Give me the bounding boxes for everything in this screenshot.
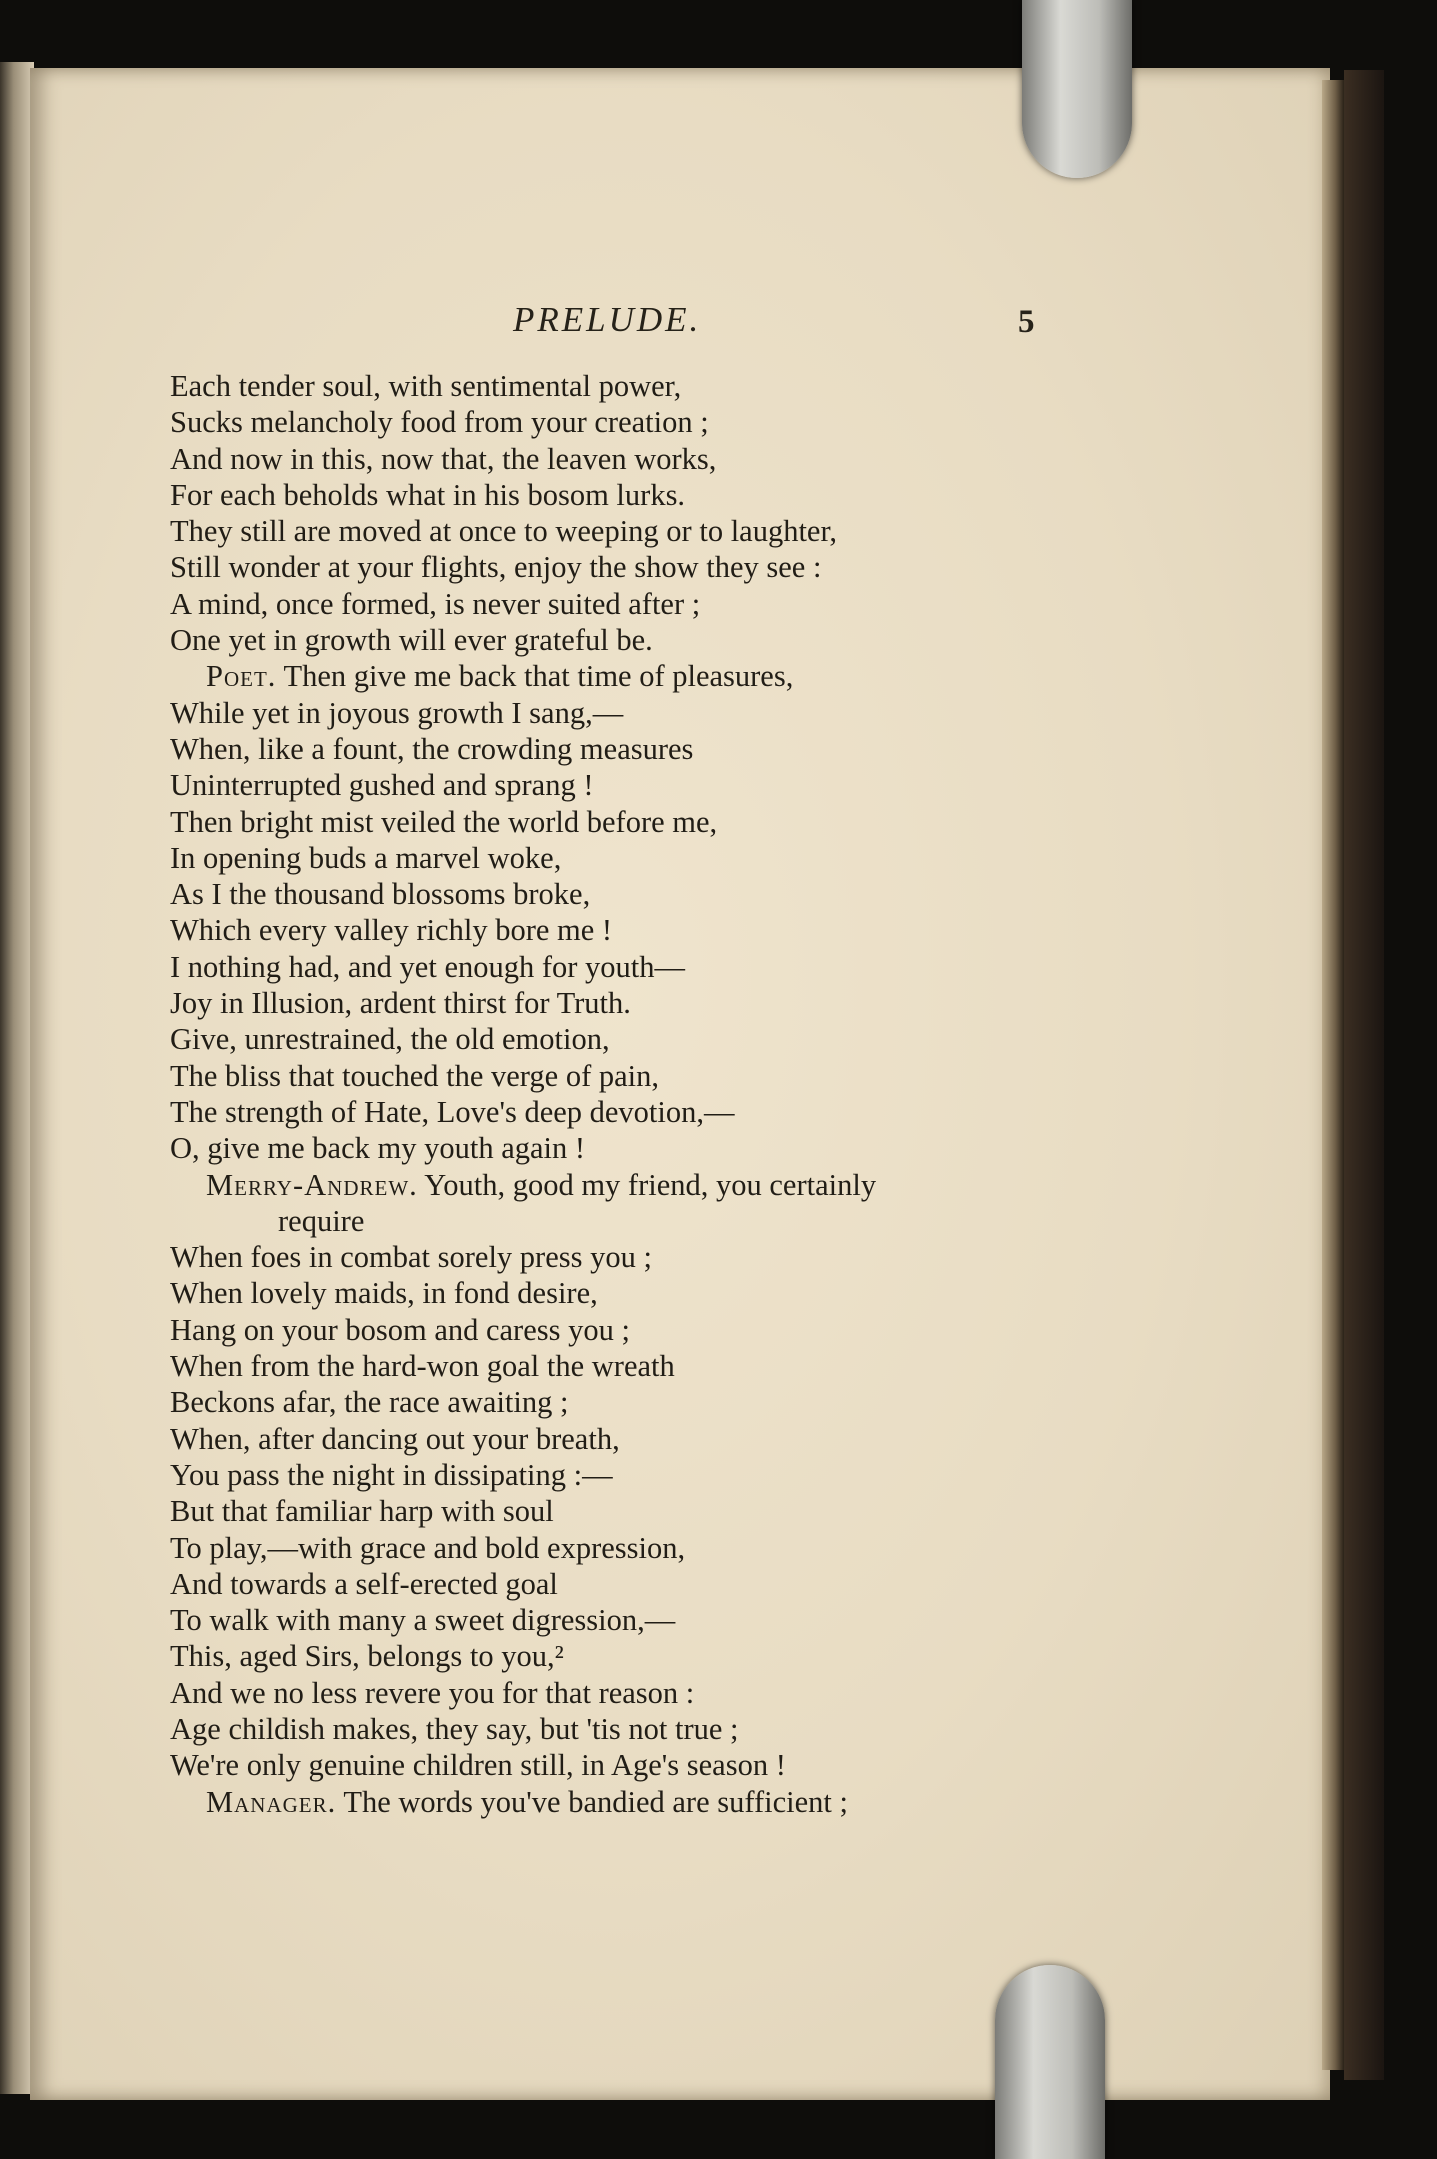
text-line — [170, 1239, 1170, 1275]
text-line — [170, 1312, 1170, 1348]
text-line — [170, 441, 1170, 477]
page-clip-bottom — [995, 1965, 1105, 2159]
text-line — [170, 1348, 1170, 1384]
speaker-name: Manager. — [206, 1784, 337, 1819]
text-line — [170, 404, 1170, 440]
line-text: And towards a self-erected goal — [170, 1566, 558, 1601]
line-text: I nothing had, and yet enough for youth— — [170, 949, 686, 984]
text-line — [170, 876, 1170, 912]
line-text: And we no less revere you for that reason : — [170, 1675, 695, 1710]
line-text: require — [278, 1203, 365, 1238]
line-text: When, like a fount, the crowding measures — [170, 731, 694, 766]
text-line — [170, 1421, 1170, 1457]
text-line — [170, 1021, 1170, 1057]
text-line — [170, 1566, 1170, 1602]
page-header — [0, 300, 1437, 348]
text-line — [170, 1638, 1170, 1674]
line-text: We're only genuine children still, in Age's season ! — [170, 1748, 786, 1783]
line-text: They still are moved at once to weeping or to laughter, — [170, 514, 838, 549]
line-text: Then bright mist veiled the world before me, — [170, 804, 718, 839]
line-text: In opening buds a marvel woke, — [170, 840, 562, 875]
line-text: As I the thousand blossoms broke, — [170, 877, 591, 912]
text-line — [170, 804, 1170, 840]
line-text: Which every valley richly bore me ! — [170, 913, 613, 948]
speaker-name: Poet. — [206, 659, 277, 694]
text-line — [170, 586, 1170, 622]
line-text: When foes in combat sorely press you ; — [170, 1240, 652, 1275]
line-text: Still wonder at your flights, enjoy the show they see : — [170, 550, 822, 585]
text-line — [170, 549, 1170, 585]
text-line — [170, 1058, 1170, 1094]
line-text: While yet in joyous growth I sang,— — [170, 695, 624, 730]
page-clip-top — [1022, 0, 1132, 178]
page-block-edge — [1322, 80, 1344, 2070]
line-text: For each beholds what in his bosom lurks. — [170, 477, 686, 512]
poem-text — [170, 368, 1170, 1820]
text-line — [170, 1275, 1170, 1311]
line-text: To play,—with grace and bold expression, — [170, 1530, 686, 1565]
text-line — [170, 1167, 1170, 1203]
line-text: The words you've bandied are sufficient ; — [336, 1784, 848, 1819]
text-line — [170, 513, 1170, 549]
line-text: And now in this, now that, the leaven works, — [170, 441, 717, 476]
text-line — [170, 840, 1170, 876]
book-binding — [1344, 70, 1384, 2080]
line-text: Each tender soul, with sentimental power, — [170, 369, 682, 403]
text-line — [170, 1130, 1170, 1166]
text-line — [170, 1384, 1170, 1420]
line-text: The bliss that touched the verge of pain, — [170, 1058, 659, 1093]
line-text: When lovely maids, in fond desire, — [170, 1276, 598, 1311]
page-number: 5 — [1018, 304, 1035, 340]
line-text: Youth, good my friend, you certainly — [417, 1167, 877, 1202]
line-text: When from the hard-won goal the wreath — [170, 1349, 675, 1384]
text-line — [170, 912, 1170, 948]
text-line — [170, 767, 1170, 803]
line-text: One yet in growth will ever grateful be. — [170, 623, 653, 658]
line-text: Beckons afar, the race awaiting ; — [170, 1385, 569, 1420]
line-text: A mind, once formed, is never suited after ; — [170, 586, 701, 621]
line-text: To walk with many a sweet digression,— — [170, 1603, 676, 1638]
text-line — [170, 1675, 1170, 1711]
text-line — [170, 1530, 1170, 1566]
text-line — [170, 695, 1170, 731]
text-line — [170, 1457, 1170, 1493]
line-text: But that familiar harp with soul — [170, 1494, 554, 1529]
line-text: Sucks melancholy food from your creation ; — [170, 405, 709, 440]
line-text: O, give me back my youth again ! — [170, 1131, 586, 1166]
line-text: This, aged Sirs, belongs to you,² — [170, 1639, 564, 1674]
line-text: Hang on your bosom and caress you ; — [170, 1312, 630, 1347]
text-line — [170, 368, 1170, 404]
text-line — [170, 1711, 1170, 1747]
text-line — [170, 1602, 1170, 1638]
text-line — [170, 1203, 1170, 1239]
line-text: Age childish makes, they say, but 'tis not true ; — [170, 1711, 739, 1746]
running-head: PRELUDE. — [513, 300, 702, 339]
line-text: Uninterrupted gushed and sprang ! — [170, 768, 594, 803]
line-text: When, after dancing out your breath, — [170, 1421, 620, 1456]
line-text: Give, unrestrained, the old emotion, — [170, 1022, 610, 1057]
text-line — [170, 1493, 1170, 1529]
text-line — [170, 949, 1170, 985]
text-line — [170, 1094, 1170, 1130]
speaker-name: Merry-Andrew. — [206, 1167, 418, 1202]
text-line — [170, 477, 1170, 513]
line-text: Then give me back that time of pleasures, — [276, 659, 794, 694]
text-line — [170, 1747, 1170, 1783]
text-line — [170, 622, 1170, 658]
line-text: The strength of Hate, Love's deep devotion,— — [170, 1094, 735, 1129]
line-text: You pass the night in dissipating :— — [170, 1457, 613, 1492]
line-text: Joy in Illusion, ardent thirst for Truth. — [170, 986, 631, 1021]
text-line — [170, 731, 1170, 767]
text-line — [170, 1784, 1170, 1820]
adjacent-page-edge — [0, 62, 34, 2094]
text-line — [170, 985, 1170, 1021]
text-line — [170, 658, 1170, 694]
